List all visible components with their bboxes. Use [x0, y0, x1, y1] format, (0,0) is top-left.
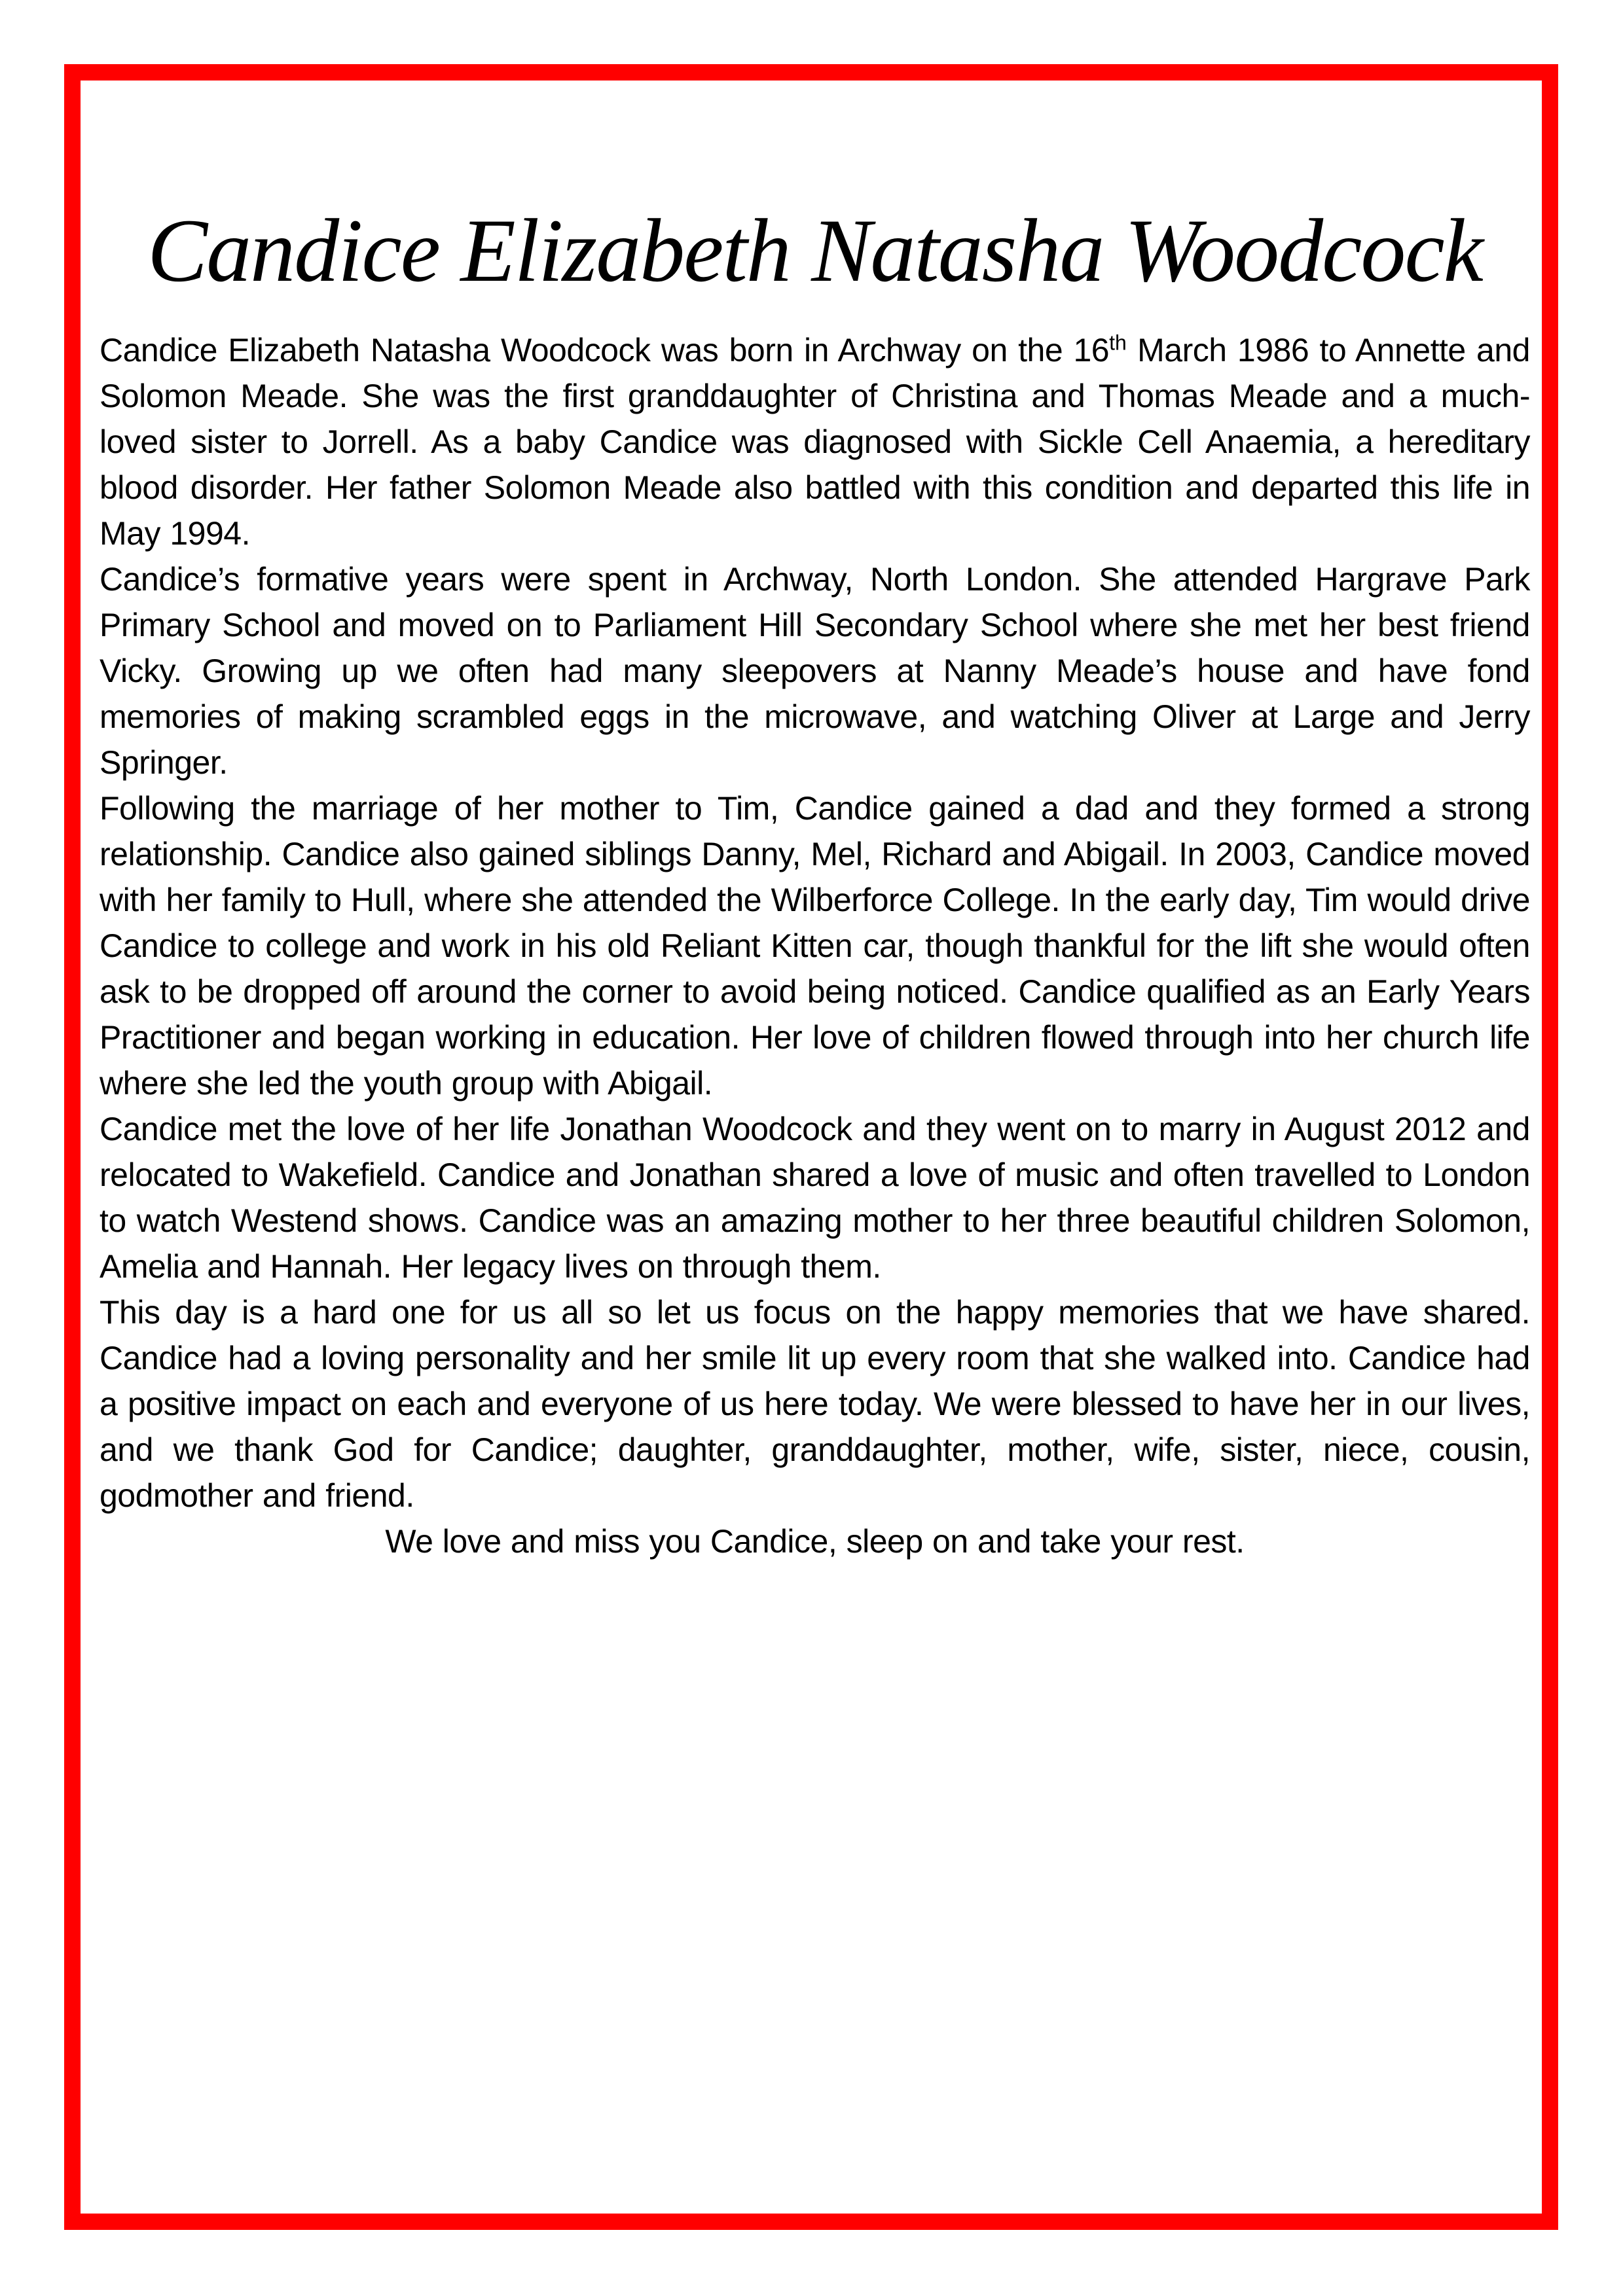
body-text	[100, 327, 1530, 1564]
document-content	[100, 0, 1530, 1564]
paragraph-birth-pre: Candice Elizabeth Natasha Woodcock was born in Archway on the 16	[100, 332, 1110, 368]
page-title: Candice Elizabeth Natasha Woodcock	[147, 200, 1482, 300]
ordinal-superscript: th	[1109, 331, 1127, 355]
paragraph-birth	[100, 327, 1530, 556]
closing-line: We love and miss you Candice, sleep on and take your rest.	[385, 1523, 1245, 1560]
paragraph-memories: This day is a hard one for us all so let us focus on the happy memories that we have shared. Candice had a loving personality and her smile lit up every room that she walked into. Candice had a positive impact on each and everyone of us here today. We were blessed to have her in our lives, and we thank God for Candice; daughter, granddaughter, mother, wife, sister, niece, cousin, godmother and friend.	[100, 1294, 1530, 1514]
paragraph-formative-years: Candice’s formative years were spent in Archway, North London. She attended Hargrave Park Primary School and moved on to Parliament Hill Secondary School where she met her best friend Vicky. Growing up we often had many sleepovers at Nanny Meade’s house and have fond memories of making scrambled eggs in the microwave, and watching Oliver at Large and Jerry Springer.	[100, 561, 1530, 781]
paragraph-marriage-children: Candice met the love of her life Jonathan Woodcock and they went on to marry in August 2012 and relocated to Wakefield. Candice and Jonathan shared a love of music and often travelled to London to watch Westend shows. Candice was an amazing mother to her three beautiful children Solomon, Amelia and Hannah. Her legacy lives on through them.	[100, 1111, 1530, 1285]
paragraph-birth-post: March 1986 to Annette and Solomon Meade. She was the first granddaughter of Christina and Thomas Meade and a much-loved sister to Jorrell. As a baby Candice was diagnosed with Sickle Cell Anaemia, a hereditary blood disorder. Her father Solomon Meade also battled with this condition and departed this life in May 1994.	[100, 332, 1530, 552]
paragraph-family-hull: Following the marriage of her mother to Tim, Candice gained a dad and they formed a strong relationship. Candice also gained siblings Danny, Mel, Richard and Abigail. In 2003, Candice moved with her family to Hull, where she attended the Wilberforce College. In the early day, Tim would drive Candice to college and work in his old Reliant Kitten car, though thankful for the lift she would often ask to be dropped off around the corner to avoid being noticed. Candice qualified as an Early Years Practitioner and began working in education. Her love of children flowed through into her church life where she led the youth group with Abigail.	[100, 790, 1530, 1102]
